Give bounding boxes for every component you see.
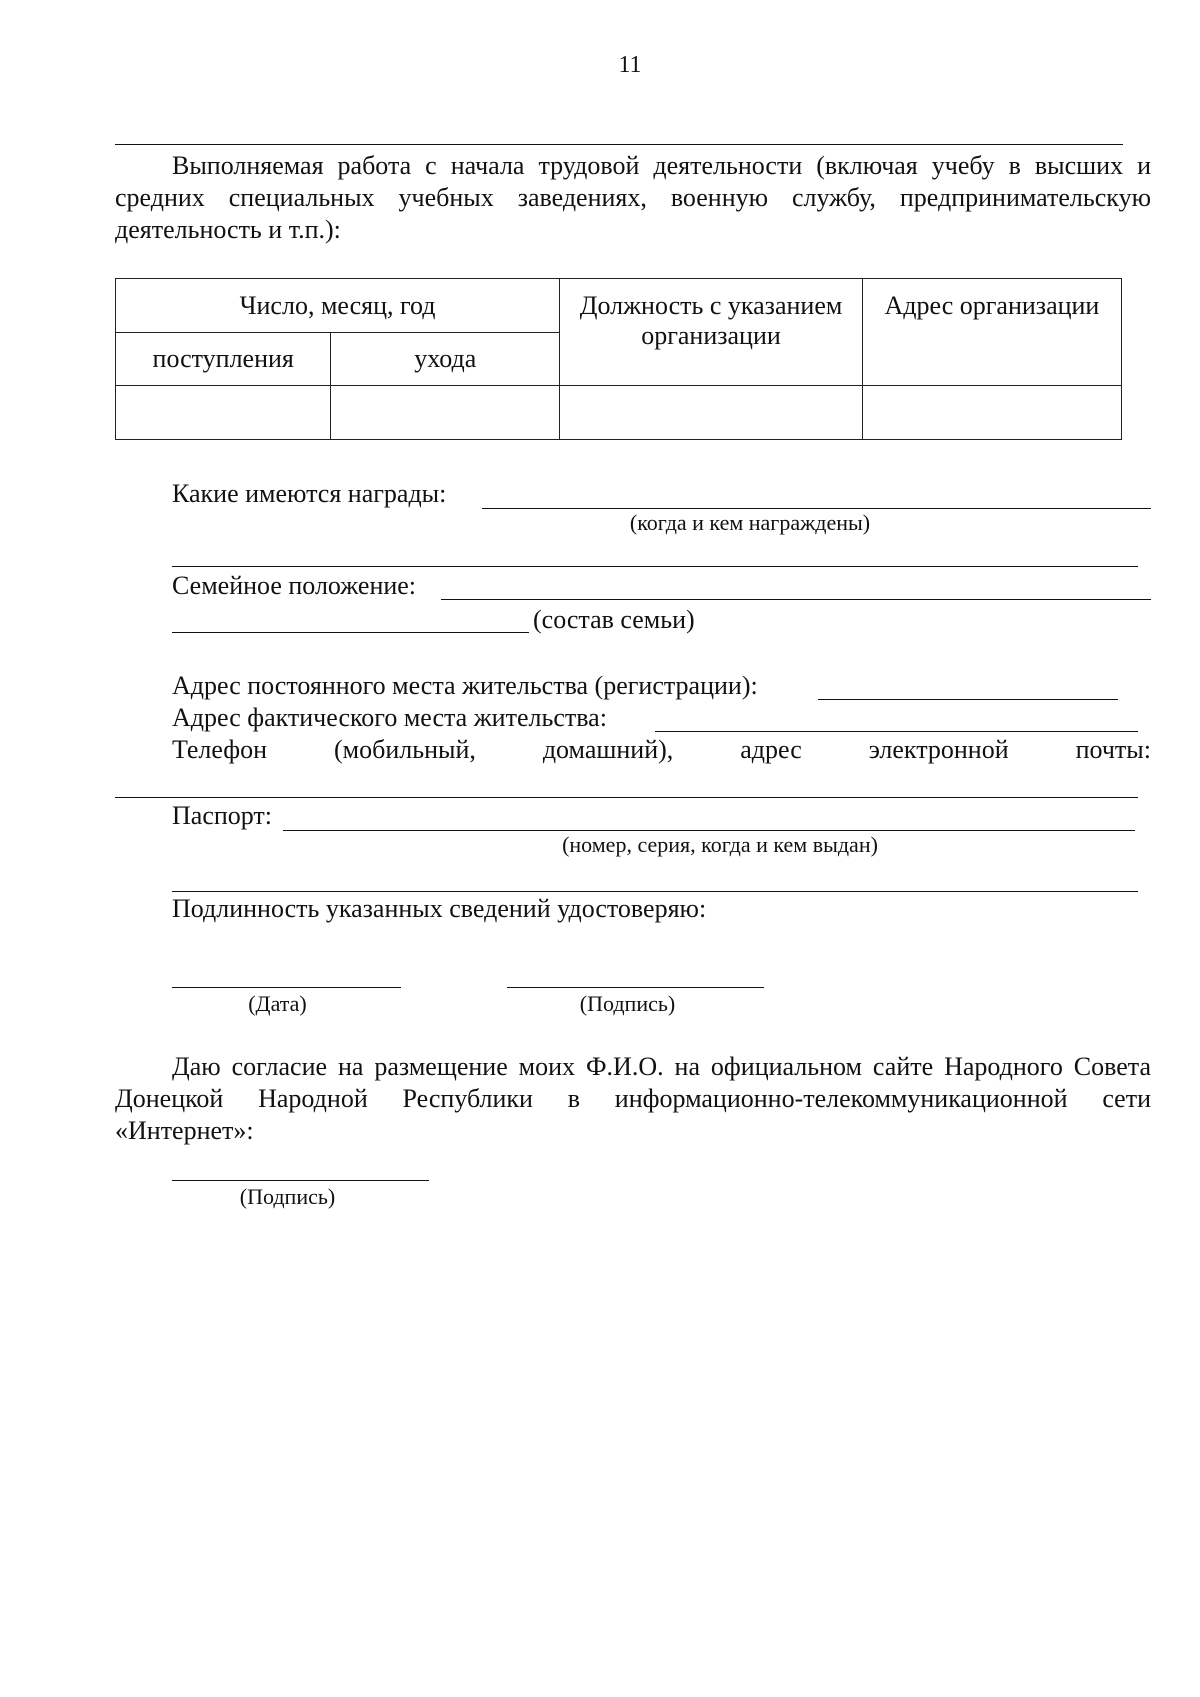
position-header: Должность с указанием организации — [560, 279, 863, 386]
divider-line — [115, 144, 1123, 145]
family-hint: (состав семьи) — [533, 605, 695, 634]
contacts-word-2: (мобильный, — [333, 735, 476, 764]
signature-caption: (Подпись) — [579, 991, 676, 1016]
family-field-2[interactable] — [172, 632, 529, 633]
position-cell[interactable] — [560, 386, 863, 440]
address-actual-label: Адрес фактического места жительства: — [172, 703, 607, 732]
end-header: ухода — [331, 333, 560, 386]
passport-label: Паспорт: — [172, 801, 273, 830]
address-actual-field[interactable] — [655, 731, 1138, 732]
contacts-word-6: почты: — [1075, 735, 1151, 764]
consent-paragraph: Даю согласие на размещение моих Ф.И.О. на официальном сайте Народного Совета Донецкой Народной Республики в информационно-телекоммуникационной сети «Интернет»: — [115, 1052, 1151, 1145]
work-history-table — [115, 278, 1122, 440]
start-header: поступления — [116, 333, 331, 386]
address-cell[interactable] — [862, 386, 1121, 440]
address-header: Адрес организации — [862, 279, 1121, 386]
awards-label: Какие имеются награды: — [172, 479, 447, 508]
contacts-word-1: Телефон — [172, 735, 268, 764]
awards-field-2[interactable] — [172, 566, 1138, 567]
awards-field[interactable] — [482, 508, 1151, 509]
address-permanent-label: Адрес постоянного места жительства (регистрации): — [172, 671, 758, 700]
address-permanent-field[interactable] — [818, 699, 1118, 700]
family-field[interactable] — [441, 599, 1151, 600]
passport-hint: (номер, серия, когда и кем выдан) — [562, 832, 878, 857]
date-header: Число, месяц, год — [116, 279, 560, 333]
contacts-word-4: адрес — [740, 735, 802, 764]
page-number: 11 — [618, 52, 642, 78]
consent-signature-caption: (Подпись) — [239, 1184, 336, 1209]
passport-field[interactable] — [283, 830, 1135, 831]
certify-text: Подлинность указанных сведений удостоверяю: — [172, 894, 707, 923]
contacts-word-5: электронной — [868, 735, 1009, 764]
end-date-cell[interactable] — [331, 386, 560, 440]
awards-hint: (когда и кем награждены) — [629, 510, 871, 535]
signature-field[interactable] — [507, 987, 764, 988]
work-intro-paragraph: Выполняемая работа с начала трудовой деятельности (включая учебу в высших и средних специальных учебных заведениях, военную службу, предпринимательскую деятельность и т.п.): — [115, 151, 1151, 244]
consent-signature-field[interactable] — [172, 1180, 429, 1181]
date-caption: (Дата) — [248, 991, 307, 1016]
date-field[interactable] — [172, 987, 401, 988]
contacts-field[interactable] — [115, 797, 1138, 798]
contacts-line — [172, 734, 1151, 766]
start-date-cell[interactable] — [116, 386, 331, 440]
family-label: Семейное положение: — [172, 571, 417, 600]
passport-field-2[interactable] — [172, 891, 1138, 892]
contacts-word-3: домашний), — [542, 735, 674, 764]
